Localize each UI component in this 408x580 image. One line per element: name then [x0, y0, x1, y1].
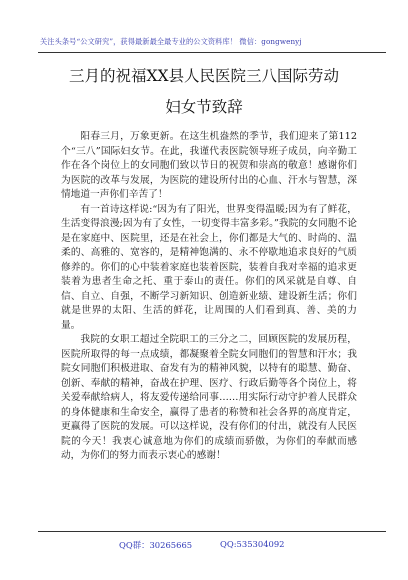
- footer-qq: QQ:535304092: [220, 539, 285, 549]
- footer-qq-group: QQ群：30265665: [119, 540, 193, 550]
- footer-rule: [38, 531, 386, 532]
- paragraph-3: 我院的女职工超过全院职工的三分之二，回顾医院的发展历程，医院所取得的每一点成绩，都凝聚着全院女同胞们的智慧和汗水；我院女同胞们积极进取、奋发有为的精神风貌，以特有的聪慧、勤奋、创新、奉献的精神，奋战在护理、医疗、行政后勤等各个岗位上，将关爱奉献给病人，将友爱传递给同事……用实际行动守护着人民群众的身体健康和生命安全，赢得了患者的称赞和社会各界的高度肯定，更赢得了医院的发展。可以这样说，没有你们的付出，就没有人民医院的今天！我衷心诚意地为你们的成绩而骄傲，为你们的奉献而感动，为你们的努力而表示衷心的感谢！: [61, 334, 357, 461]
- paragraph-2: 有一首诗这样说:“因为有了阳光，世界变得温暖;因为有了鲜花，生活变得浪漫;因为有了女性，一切变得丰富多彩。”我院的女同胞不论是在家庭中、医院里，还是在社会上，你们都是大气的、时尚的、温柔的、高雅的、宽容的，是精神饱满的、永不停歇地追求良好的气质修养的。你们的心中装着家庭也装着医院，装着自我对幸福的追求更装着为患者生命之托、重于泰山的责任。你们的风采就是自尊、自信、自立、自强，不断学习新知识、创造新业绩、建设新生活；你们就是世界的太阳、生活的鲜花，让周围的人们看到真、善、美的力量。: [61, 203, 357, 331]
- paragraph-1: 阳春三月，万象更新。在这生机盎然的季节，我们迎来了第112个“三八”国际妇女节。在此，我谨代表医院领导班子成员，向辛勤工作在各个岗位上的女同胞们致以节日的祝贺和崇高的敬意！感谢你们为医院的改革与发展，为医院的建设所付出的心血、汗水与智慧，深情地道一声你们辛苦了！: [61, 131, 357, 200]
- header-banner: 关注头条号“公文研究”，获得最新最全最专业的公文资料库！ 微信：gongwenyj: [40, 37, 302, 46]
- article-body: [61, 130, 357, 464]
- header-rule: [38, 52, 386, 53]
- page-title-line-2: 妇女节致辞: [165, 98, 243, 116]
- page-title-line-1: 三月的祝福XX县人民医院三八国际劳动: [68, 67, 340, 85]
